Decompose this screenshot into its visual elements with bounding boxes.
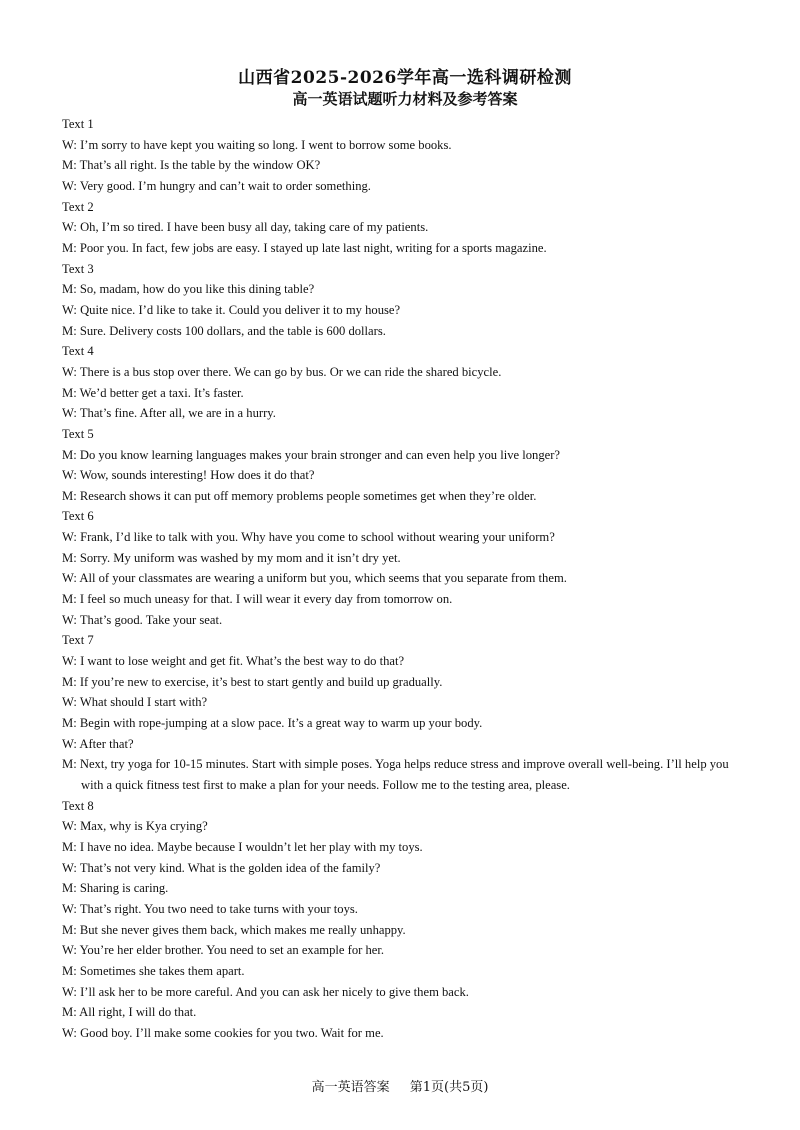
dialogue-line: W: There is a bus stop over there. We can go by bus. Or we can ride the shared bicycle. bbox=[62, 364, 502, 379]
document-subtitle: 高一英语试题听力材料及参考答案 bbox=[292, 90, 518, 108]
dialogue-line: M: I feel so much uneasy for that. I will wear it every day from tomorrow on. bbox=[62, 592, 453, 607]
page-number: 第1页(共5页) bbox=[409, 1080, 489, 1095]
dialogue-line: W: I’m sorry to have kept you waiting so long. I went to borrow some books. bbox=[62, 137, 452, 152]
dialogue-line: W: That’s fine. After all, we are in a hurry. bbox=[62, 406, 276, 421]
dialogue-line: M: Next, try yoga for 10-15 minutes. Start with simple poses. Yoga helps reduce stress and improve overall well-being. I’ll help you with a quick fitness test first to make a plan for your needs. Follow me to the testing area, please. bbox=[62, 757, 729, 792]
dialogue-line: W: Max, why is Kya crying? bbox=[62, 819, 208, 834]
text-label: Text 5 bbox=[62, 426, 94, 441]
dialogue-line: M: Do you know learning languages makes your brain stronger and can even help you live longer? bbox=[62, 447, 561, 462]
dialogue-line: M: Begin with rope-jumping at a slow pace. It’s a great way to warm up your body. bbox=[62, 716, 483, 731]
dialogue-line: W: After that? bbox=[62, 736, 134, 751]
dialogue-line: M: Sharing is caring. bbox=[62, 881, 169, 896]
dialogue-line: M: Sorry. My uniform was washed by my mom and it isn’t dry yet. bbox=[62, 550, 401, 565]
dialogue-line: M: Sometimes she takes them apart. bbox=[62, 963, 245, 978]
dialogue-line: W: Good boy. I’ll make some cookies for you two. Wait for me. bbox=[62, 1025, 384, 1040]
dialogue-line: W: What should I start with? bbox=[62, 695, 208, 710]
text-label: Text 8 bbox=[62, 798, 94, 813]
dialogue-line: M: If you’re new to exercise, it’s best to start gently and build up gradually. bbox=[62, 674, 443, 689]
page-footer bbox=[0, 1076, 800, 1095]
transcript-content bbox=[62, 114, 748, 1044]
dialogue-line: W: I want to lose weight and get fit. What’s the best way to do that? bbox=[62, 654, 405, 669]
dialogue-line: M: Research shows it can put off memory problems people sometimes get when they’re older. bbox=[62, 488, 537, 503]
footer-subject: 高一英语答案 bbox=[311, 1080, 390, 1095]
dialogue-line: M: But she never gives them back, which makes me really unhappy. bbox=[62, 922, 406, 937]
text-label: Text 2 bbox=[62, 199, 94, 214]
document-title: 山西省2025-2026学年高一选科调研检测 bbox=[238, 68, 572, 88]
dialogue-line: M: So, madam, how do you like this dining table? bbox=[62, 282, 315, 297]
dialogue-line: M: Sure. Delivery costs 100 dollars, and the table is 600 dollars. bbox=[62, 323, 386, 338]
dialogue-line: W: Very good. I’m hungry and can’t wait to order something. bbox=[62, 178, 371, 193]
dialogue-line: W: Quite nice. I’d like to take it. Could you deliver it to my house? bbox=[62, 302, 401, 317]
text-label: Text 6 bbox=[62, 509, 94, 524]
text-label: Text 4 bbox=[62, 344, 94, 359]
dialogue-line: W: Frank, I’d like to talk with you. Why have you come to school without wearing your uniform? bbox=[62, 530, 555, 545]
dialogue-line: W: That’s good. Take your seat. bbox=[62, 612, 223, 627]
dialogue-line: W: All of your classmates are wearing a uniform but you, which seems that you separate from them. bbox=[62, 571, 567, 586]
dialogue-line: W: Wow, sounds interesting! How does it do that? bbox=[62, 468, 315, 483]
dialogue-line: W: That’s not very kind. What is the golden idea of the family? bbox=[62, 860, 381, 875]
dialogue-line: M: We’d better get a taxi. It’s faster. bbox=[62, 385, 244, 400]
dialogue-line: W: I’ll ask her to be more careful. And you can ask her nicely to give them back. bbox=[62, 984, 469, 999]
dialogue-line: W: Oh, I’m so tired. I have been busy all day, taking care of my patients. bbox=[62, 220, 429, 235]
text-label: Text 1 bbox=[62, 117, 94, 131]
text-label: Text 3 bbox=[62, 261, 94, 276]
text-label: Text 7 bbox=[62, 633, 94, 648]
dialogue-line: M: All right, I will do that. bbox=[62, 1005, 197, 1020]
dialogue-line: W: That’s right. You two need to take turns with your toys. bbox=[62, 901, 358, 916]
dialogue-line: W: You’re her elder brother. You need to set an example for her. bbox=[62, 943, 384, 958]
dialogue-line: M: That’s all right. Is the table by the window OK? bbox=[62, 158, 321, 173]
dialogue-line: M: I have no idea. Maybe because I wouldn’t let her play with my toys. bbox=[62, 839, 423, 854]
dialogue-line: M: Poor you. In fact, few jobs are easy. I stayed up late last night, writing for a sports magazine. bbox=[62, 240, 547, 255]
